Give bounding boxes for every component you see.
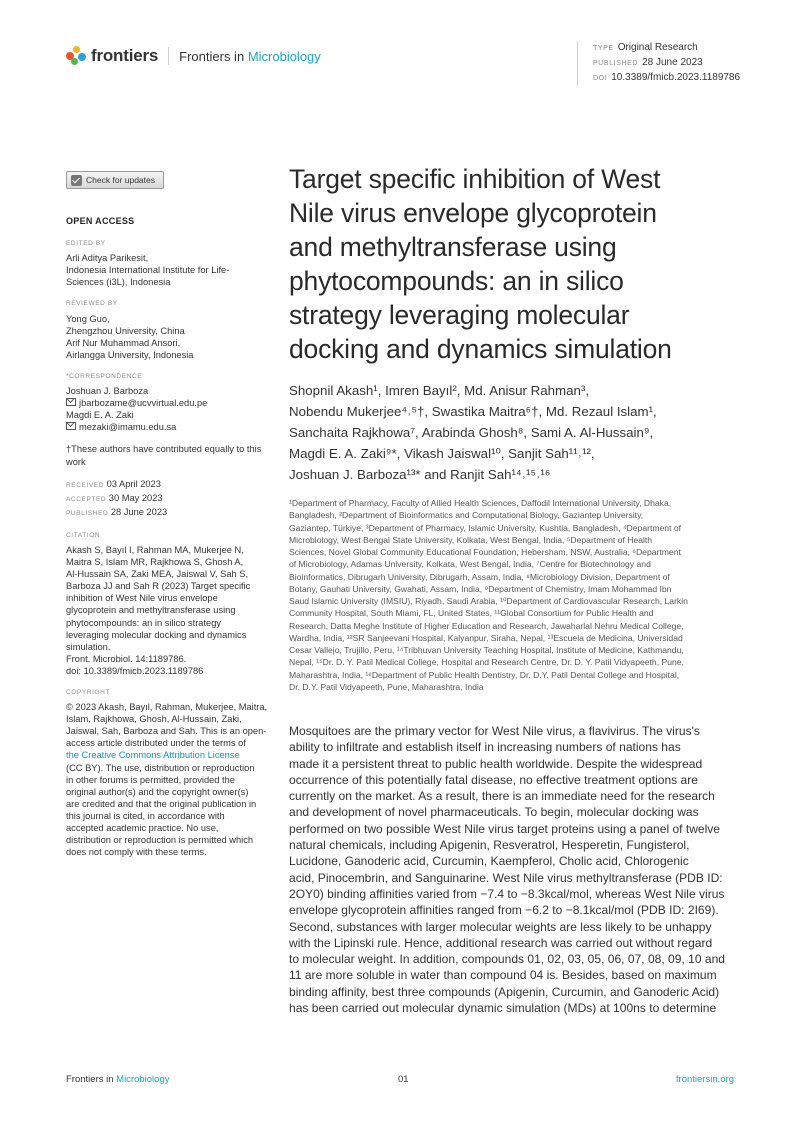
author-line[interactable]: Magdi E. A. Zaki⁹*, Vikash Jaiswal¹⁰, Sanjit Sah¹¹˒¹², [289, 446, 595, 461]
frontiers-logo[interactable] [66, 46, 321, 66]
abstract-line: made it a persistent threat to public health worldwide. Despite the widespread [289, 756, 703, 771]
title-line: and methyltransferase using [289, 232, 617, 262]
meta-type-label: TYPE [593, 45, 614, 52]
citation-line: Maitra S, Islam MR, Rajkhowa S, Ghosh A, [66, 557, 244, 568]
abstract-line: and development of novel pharmaceuticals. To begin, molecular docking was [289, 805, 699, 820]
meta-doi [593, 71, 763, 86]
equal-contribution-line: †These authors have contributed equally to this [66, 444, 262, 455]
sidebar [66, 171, 276, 868]
checkmark-icon [71, 175, 82, 186]
journal-prefix: Frontiers in [179, 48, 245, 64]
corresponding-email-row [66, 397, 276, 409]
title-line: phytocompounds: an in silico [289, 266, 624, 296]
affiliation-line: Dr. D.Y. Patil Vidyapeeth, Pune, Maharashtra, India [289, 681, 484, 692]
citation-line: Barboza JJ and Sah R (2023) Target specific [66, 581, 251, 592]
citation-line: phytocompounds: an in silico strategy [66, 617, 222, 628]
abstract-line: ability to infiltrate and establish itself in increasing numbers of nations has [289, 740, 681, 755]
affiliation-line: Microbiology, West Bengal State University, Kolkata, West Bengal, India, ⁵Department of Health [289, 534, 653, 545]
citation-label: CITATION [66, 531, 101, 539]
affiliation-line: Maharashtra, India, ¹⁶Department of Public Health Dentistry, Dr. D.Y. Patil Dental College and Hospital, [289, 669, 680, 680]
editor-line: Sciences (i3L), Indonesia [66, 277, 171, 288]
edited-by-block [66, 238, 276, 288]
abstract-line: with the Lipinski rule. Hence, additional research was carried out without regard [289, 935, 713, 950]
author-line[interactable]: Nobendu Mukerjee⁴˒⁵†, Swastika Maitra⁶†, Md. Rezaul Islam¹, [289, 404, 657, 419]
abstract-line: Lucidone, Ganoderic acid, Curcumin, Kaempferol, Cholic acid, Chlorogenic [289, 854, 689, 869]
affiliation-line: Saud Islamic University (IMSIU), Riyadh, Saudi Arabia, ¹⁰Department of Cardiovascular Research, Larkin [289, 596, 688, 606]
footer-journal[interactable] [66, 1074, 169, 1085]
title-line: Nile virus envelope glycoprotein [289, 198, 657, 228]
reviewed-by-block [66, 298, 276, 360]
footer-journal-prefix: Frontiers in [66, 1074, 114, 1085]
citation-line: Front. Microbiol. 14:1189786. [66, 653, 187, 664]
copyright-line: Jaiswal, Sah, Barboza and Sah. This is an open- [66, 726, 267, 737]
citation-line: simulation. [66, 641, 111, 652]
dates-block [66, 478, 276, 520]
citation-line: leveraging molecular docking and dynamics [66, 629, 247, 640]
main-column [289, 162, 735, 1016]
author-line[interactable]: Shopnil Akash¹, Imren Bayıl², Md. Anisur Rahman³, [289, 383, 590, 398]
footer-journal-accent: Microbiology [116, 1074, 170, 1085]
author-line[interactable]: Joshuan J. Barboza¹³* and Ranjit Sah¹⁴˒¹⁵˒¹⁶ [289, 467, 551, 482]
copyright-line: © 2023 Akash, Bayıl, Rahman, Mukerjee, Maitra, [66, 702, 268, 713]
affiliation-line: of Microbiology, Adamas University, Kolkata, West Bengal, India, ⁷Centre for Biotechnology and [289, 559, 651, 570]
reviewer-line: Yong Guo, [66, 313, 110, 324]
accepted-row [66, 492, 276, 506]
meta-published-label: PUBLISHED [593, 60, 639, 67]
abstract-line: to molecular weight. In addition, compounds 01, 02, 03, 05, 06, 07, 08, 09, 10 and [289, 952, 725, 967]
affiliation-line: Botany, Gauhati University, Gwahati, Assam, India, ⁹Department of Chemistry, Imam Mohammad Ibn [289, 583, 672, 594]
published-date: 28 June 2023 [110, 506, 168, 517]
copyright-line: distribution or reproduction is permitted which [66, 835, 254, 846]
reviewer-line: Arif Nur Muhammad Ansori, [66, 337, 181, 348]
copyright-line: this journal is cited, in accordance with [66, 810, 225, 821]
editor-line: Indonesia International Institute for Life- [66, 265, 230, 276]
equal-contribution-line: work [66, 456, 86, 467]
abstract-line: binding affinity, best three compounds (Apigenin, Curcumin, and Ganoderic Acid) [289, 984, 720, 999]
abstract [289, 723, 735, 1016]
brand-name: frontiers [91, 46, 159, 65]
copyright-block [66, 687, 276, 858]
citation-line: doi: 10.3389/fmicb.2023.1189786 [66, 665, 204, 676]
received-date: 03 April 2023 [106, 478, 161, 489]
title-line: docking and dynamics simulation [289, 334, 672, 364]
article-title [289, 162, 735, 366]
affiliation-line: ¹Department of Pharmacy, Faculty of Allied Health Sciences, Daffodil International University, Dhaka, [289, 498, 672, 508]
affiliation-line: Gaziantep, Türkiye, ³Department of Pharmacy, Islamic University, Kushtia, Bangladesh, ⁴Department of [289, 522, 682, 533]
abstract-line: natural chemicals, including Apigenin, Resveratrol, Hesperetin, Fungisterol, [289, 838, 690, 853]
citation-line: Al-Hussain SA, Zaki MEA, Jaiswal V, Sah S, [66, 569, 249, 580]
meta-type-value: Original Research [617, 42, 698, 53]
abstract-line: envelope glycoprotein affinities ranged from −6.2 to −8.1kcal/mol (PDB ID: 2I69). [289, 903, 719, 918]
abstract-line: has been carried out molecular dynamic simulation (MDs) at 100ns to determine [289, 1001, 717, 1016]
envelope-icon [66, 422, 76, 430]
journal-name [179, 49, 321, 64]
corresponding-email-row [66, 421, 276, 433]
edited-by-label: EDITED BY [66, 240, 106, 248]
article-meta [577, 41, 763, 86]
corresponding-author-name: Magdi E. A. Zaki [66, 410, 134, 421]
author-list [289, 380, 735, 485]
meta-published-value: 28 June 2023 [642, 57, 703, 68]
accepted-label: ACCEPTED [66, 495, 107, 503]
affiliation-line: Nepal, ¹⁵Dr. D. Y. Patil Medical College, Hospital and Research Centre, Dr. D. Y. Patil Vidyapeeth, Pune, [289, 657, 684, 668]
affiliations [289, 497, 735, 693]
copyright-line: does not comply with these terms. [66, 847, 207, 858]
abstract-line: occurrence of this potentially fatal disease, no effective treatment options are [289, 772, 698, 787]
affiliation-line: Bioinformatics, Dibrugarh University, Dibrugarh, Assam, India, ⁸Microbiology Division, Department of [289, 571, 670, 582]
abstract-line: currently on the market. As a result, there is an immediate need for the research [289, 789, 715, 804]
copyright-line: access article distributed under the terms of [66, 738, 246, 749]
title-line: strategy leveraging molecular [289, 300, 630, 330]
header-divider [168, 47, 169, 65]
editor-line: Arli Aditya Parikesit, [66, 253, 149, 264]
published-row [66, 506, 276, 520]
reviewed-by-label: REVIEWED BY [66, 300, 118, 308]
accepted-date: 30 May 2023 [108, 492, 163, 503]
affiliation-line: Sciences, Novel Global Community Educational Foundation, Hebersham, NSW, Australia, ⁶Department [289, 547, 681, 557]
corresponding-email[interactable]: jbarbozame@ucvvirtual.edu.pe [79, 398, 208, 409]
copyright-label: COPYRIGHT [66, 689, 111, 696]
license-link[interactable]: the Creative Commons Attribution License [66, 750, 240, 761]
affiliation-line: Community Hospital, South Miami, FL, United States, ¹¹Global Consortium for Public Health and [289, 608, 654, 619]
received-label: RECEIVED [66, 481, 105, 489]
copyright-line: in other forums is permitted, provided the [66, 774, 235, 785]
copyright-line: (CC BY). The use, distribution or reproduction [66, 762, 255, 773]
affiliation-line: Research, Datta Meghe Institute of Higher Education and Research, Jawaharlal Nehru Medical College, [289, 620, 684, 631]
journal-accent: Microbiology [247, 48, 321, 64]
abstract-line: performed on two possible West Nile virus target proteins using a panel of twelve [289, 821, 721, 836]
copyright-line: Islam, Rajkhowa, Ghosh, Al-Hussain, Zaki, [66, 714, 242, 725]
affiliation-line: Wardha, India, ¹²SR Sanjeevani Hospital, Kalyanpur, Siraha, Nepal, ¹³Escuela de Medicina, Universidad [289, 632, 683, 643]
received-row [66, 478, 276, 492]
abstract-line: 11 are more soluble in water than compound 04 is. Besides, based on maximum [289, 968, 717, 983]
meta-published [593, 56, 763, 71]
corresponding-email[interactable]: mezaki@imamu.edu.sa [79, 422, 177, 433]
meta-doi-value[interactable]: 10.3389/fmicb.2023.1189786 [611, 72, 741, 83]
abstract-line: Second, substances with larger molecular weights are less likely to be unhappy [289, 919, 712, 934]
envelope-icon [66, 398, 76, 406]
meta-type [593, 41, 763, 56]
citation-line: Akash S, Bayıl I, Rahman MA, Mukerjee N, [66, 544, 244, 555]
check-for-updates-label: Check for updates [86, 174, 155, 185]
reviewer-line: Airlangga University, Indonesia [66, 349, 194, 360]
abstract-line: Mosquitoes are the primary vector for West Nile virus, a flavivirus. The virus's [289, 724, 700, 738]
footer-site-link[interactable]: frontiersin.org [675, 1074, 734, 1085]
frontiers-logo-icon [66, 46, 86, 66]
citation-block [66, 530, 276, 677]
correspondence-block [66, 371, 276, 433]
equal-contribution-note [66, 443, 276, 467]
copyright-line: are credited and that the original publication in [66, 798, 257, 809]
check-for-updates-button[interactable] [66, 171, 164, 189]
title-line: Target specific inhibition of West [289, 164, 661, 194]
correspondence-label: *CORRESPONDENCE [66, 372, 143, 380]
author-line[interactable]: Sanchaita Rajkhowa⁷, Arabinda Ghosh⁸, Sami A. Al-Hussain⁹, [289, 425, 654, 440]
open-access-label: OPEN ACCESS [66, 216, 135, 226]
corresponding-author-name: Joshuan J. Barboza [66, 386, 149, 397]
copyright-line: accepted academic practice. No use, [66, 823, 219, 834]
affiliation-line: Cesar Vallejo, Trujillo, Peru, ¹⁴Tribhuvan University Teaching Hospital, Institute of Medicine, Kathmandu, [289, 645, 684, 655]
citation-line: glycoprotein and methyltransferase using [66, 605, 236, 616]
affiliation-line: Bangladesh, ²Department of Bioinformatics and Computational Biology, Gaziantep University, [289, 510, 644, 521]
abstract-line: acid, Pinocembrin, and Sanguinarine. West Nile virus methyltransferase (PDB ID: [289, 870, 723, 885]
copyright-line: original author(s) and the copyright owner(s) [66, 786, 249, 797]
citation-line: inhibition of West Nile virus envelope [66, 593, 218, 604]
reviewer-line: Zhengzhou University, China [66, 325, 185, 336]
page-number: 01 [398, 1074, 409, 1085]
meta-doi-label: DOI [593, 75, 608, 82]
abstract-line: 2OY0) binding affinities varied from −7.4 to −8.3kcal/mol, whereas West Nile virus [289, 886, 725, 901]
published-label: PUBLISHED [66, 509, 109, 517]
